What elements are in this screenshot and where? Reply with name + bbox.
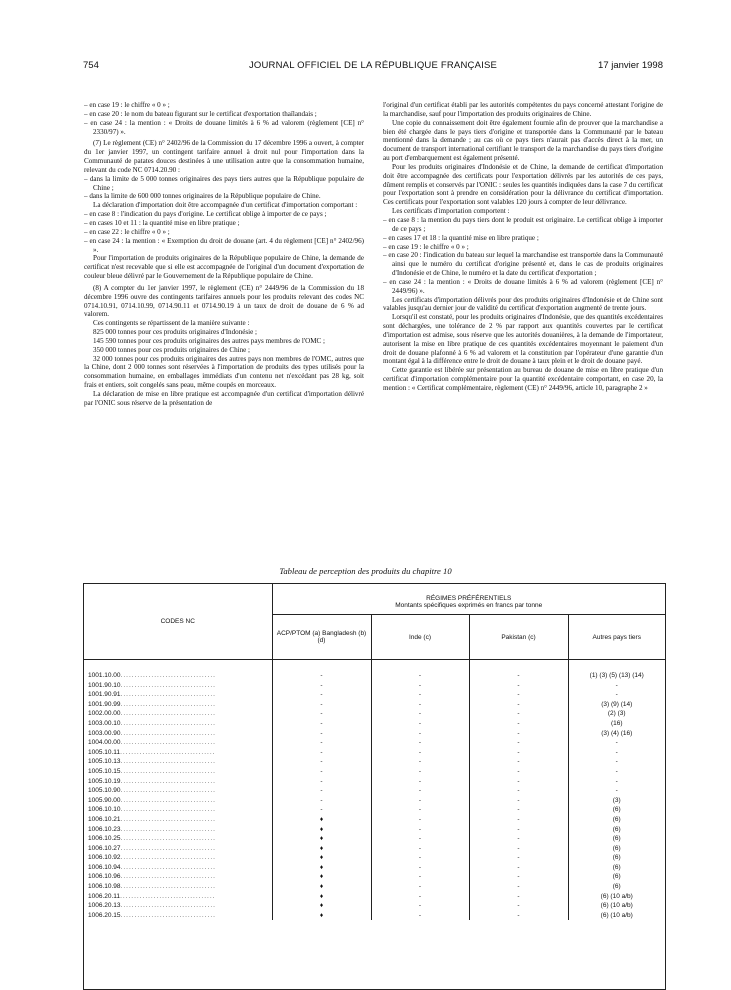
acp-cell: ♦ <box>272 911 371 921</box>
paragraph: – dans la limite de 600 000 tonnes originaires de la République populaire de Chine. <box>84 192 321 201</box>
table-row <box>84 729 665 739</box>
inde-cell: - <box>371 729 469 739</box>
autres-cell: (6) <box>568 882 665 892</box>
acp-cell: - <box>272 738 371 748</box>
code-cell: 1006.10.25 <box>88 835 121 843</box>
leader-dots: .................................. <box>120 739 216 747</box>
code-cell: 1006.10.96 <box>88 873 121 881</box>
table-row <box>84 805 665 815</box>
code-cell: 1001.90.99 <box>88 700 121 708</box>
inde-cell: - <box>371 844 469 854</box>
pakistan-cell: - <box>469 681 568 691</box>
acp-cell: ♦ <box>272 844 371 854</box>
autres-cell: (6) <box>568 872 665 882</box>
pakistan-cell: - <box>469 709 568 719</box>
inde-cell: - <box>371 700 469 710</box>
autres-cell: (3) (4) (16) <box>568 729 665 739</box>
autres-cell: (6) <box>568 863 665 873</box>
leader-dots: .................................. <box>120 710 216 718</box>
code-cell: 1006.20.11 <box>88 892 121 900</box>
pakistan-cell: - <box>469 892 568 902</box>
table-caption: Tableau de perception des produits du chapitre 10 <box>279 566 452 576</box>
issue-date: 17 janvier 1998 <box>598 60 663 71</box>
code-cell: 1006.10.10 <box>88 806 121 814</box>
leader-dots: .................................. <box>120 767 216 775</box>
table-row <box>84 700 665 710</box>
leader-dots: .................................. <box>120 691 216 699</box>
code-cell: 1003.00.10 <box>88 719 121 727</box>
page-number: 754 <box>83 60 99 71</box>
inde-cell: - <box>371 901 469 911</box>
page-header <box>83 60 663 74</box>
paragraph: – dans la limite de 5 000 tonnes originaires des pays tiers autres que la République populaire de Chine ; <box>84 174 364 192</box>
acp-cell: - <box>272 709 371 719</box>
autres-cell: (6) <box>568 825 665 835</box>
autres-cell: (2) (3) <box>568 709 665 719</box>
inde-cell: - <box>371 796 469 806</box>
inde-cell: - <box>371 757 469 767</box>
autres-cell: - <box>568 738 665 748</box>
inde-cell: - <box>371 767 469 777</box>
leader-dots: .................................. <box>120 796 216 804</box>
acp-cell: ♦ <box>272 825 371 835</box>
pakistan-cell: - <box>469 825 568 835</box>
table-row <box>84 719 665 729</box>
table-row <box>84 853 665 863</box>
autres-cell: - <box>568 757 665 767</box>
paragraph: – en case 24 : la mention : « Droits de douane limités à 6 % ad valorem (règlement [CE] n° 2449/96) ». <box>383 277 663 295</box>
leader-dots: .................................. <box>120 892 216 900</box>
acp-cell: - <box>272 786 371 796</box>
code-cell: 1006.10.21 <box>88 815 121 823</box>
leader-dots: .................................. <box>120 787 216 795</box>
paragraph: – en case 24 : la mention : « Exemption du droit de douane (art. 4 du règlement [CE] n° 2402/96) ». <box>84 236 364 254</box>
table-row <box>84 911 665 921</box>
journal-title: JOURNAL OFFICIEL DE LA RÉPUBLIQUE FRANÇAISE <box>248 60 498 71</box>
autres-cell: (3) <box>568 796 665 806</box>
col-header-acp: ACP/PTOM (a) Bangladesh (b) (d) <box>272 615 371 660</box>
paragraph: Cette garantie est libérée sur présentation au bureau de douane de mise en libre pratique d'un certificat d'importation complémentaire pour la quantité excédentaire comportant, en case 20, la mention : « Certificat complémentaire, règlement (CE) n° 2449/96, article 10, paragraphe 2 » <box>383 366 663 392</box>
paragraph: Ces contingents se répartissent de la manière suivante : <box>93 319 250 328</box>
pakistan-cell: - <box>469 671 568 681</box>
acp-cell: ♦ <box>272 815 371 825</box>
pakistan-cell: - <box>469 738 568 748</box>
acp-cell: - <box>272 681 371 691</box>
paragraph: – en case 8 : l'indication du pays d'origine. Le certificat oblige à importer de ce pays ; <box>84 210 327 219</box>
code-cell: 1006.20.15 <box>88 911 121 919</box>
code-cell: 1006.10.98 <box>88 883 121 891</box>
code-cell: 1001.90.10 <box>88 681 121 689</box>
paragraph: – en cases 10 et 11 : la quantité mise en libre pratique ; <box>84 218 240 227</box>
regimes-subtitle: Montants spécifiques exprimés en francs par tonne <box>395 602 543 609</box>
autres-cell: - <box>568 690 665 700</box>
code-cell: 1002.00.00 <box>88 710 121 718</box>
paragraph: Pour l'importation de produits originaires de la République populaire de Chine, la demande de certificat n'est recevable que si elle est accompagnée de l'original d'un document d'exportation de couleur bleue délivré par le Gouvernement de la République populaire de Chine. <box>84 254 364 281</box>
pakistan-cell: - <box>469 690 568 700</box>
paragraph: – en case 20 : l'indication du bateau sur lequel la marchandise est transportée dans la Communauté ainsi que le numéro du certificat d'origine présenté et, dans le cas de produits originaires d'Indonésie et de Chine, le numéro et la date du certificat d'exportation ; <box>383 251 663 278</box>
paragraph: – en case 8 : la mention du pays tiers dont le produit est originaire. Le certificat oblige à importer de ce pays ; <box>383 215 663 233</box>
autres-cell: - <box>568 777 665 787</box>
leader-dots: .................................. <box>120 719 216 727</box>
inde-cell: - <box>371 834 469 844</box>
paragraph: – en case 19 : le chiffre « 0 » ; <box>383 242 469 251</box>
inde-cell: - <box>371 892 469 902</box>
preferential-regimes-header <box>272 584 665 615</box>
pakistan-cell: - <box>469 757 568 767</box>
pakistan-cell: - <box>469 700 568 710</box>
pakistan-cell: - <box>469 796 568 806</box>
pakistan-cell: - <box>469 805 568 815</box>
leader-dots: .................................. <box>120 815 216 823</box>
col-header-pakistan: Pakistan (c) <box>469 615 568 660</box>
autres-cell: (1) (3) (5) (13) (14) <box>568 671 665 681</box>
leader-dots: .................................. <box>120 700 216 708</box>
leader-dots: .................................. <box>120 681 216 689</box>
autres-cell: (6) (10 a/b) <box>568 901 665 911</box>
inde-cell: - <box>371 882 469 892</box>
acp-cell: - <box>272 777 371 787</box>
paragraph: – en case 24 : la mention : « Droits de douane limités à 6 % ad valorem (règlement [CE] n° 2330/97) ». <box>84 118 364 136</box>
autres-cell: (6) <box>568 815 665 825</box>
codes-nc-header: CODES NC <box>84 584 272 660</box>
table-row <box>84 892 665 902</box>
acp-cell: - <box>272 796 371 806</box>
acp-cell: ♦ <box>272 834 371 844</box>
inde-cell: - <box>371 681 469 691</box>
inde-cell: - <box>371 671 469 681</box>
code-cell: 1005.90.00 <box>88 796 121 804</box>
autres-cell: - <box>568 786 665 796</box>
inde-cell: - <box>371 805 469 815</box>
leader-dots: .................................. <box>120 806 216 814</box>
inde-cell: - <box>371 825 469 835</box>
paragraph: 825 000 tonnes pour ces produits originaires d'Indonésie ; <box>93 328 258 337</box>
autres-cell: (16) <box>568 719 665 729</box>
pakistan-cell: - <box>469 834 568 844</box>
table-row <box>84 863 665 873</box>
leader-dots: .................................. <box>120 911 216 919</box>
paragraph: Les certificats d'importation comportent : <box>392 207 510 216</box>
regimes-title: RÉGIMES PRÉFÉRENTIELS <box>426 595 512 602</box>
leader-dots: .................................. <box>120 854 216 862</box>
leader-dots: .................................. <box>120 873 216 881</box>
table-row <box>84 872 665 882</box>
autres-cell: - <box>568 767 665 777</box>
paragraph: – en cases 17 et 18 : la quantité mise en libre pratique ; <box>383 233 539 242</box>
autres-cell: (6) <box>568 853 665 863</box>
acp-cell: ♦ <box>272 901 371 911</box>
code-cell: 1005.10.90 <box>88 787 121 795</box>
pakistan-cell: - <box>469 863 568 873</box>
table-row <box>84 786 665 796</box>
acp-cell: - <box>272 700 371 710</box>
leader-dots: .................................. <box>120 844 216 852</box>
paragraph: Les certificats d'importation délivrés pour des produits originaires d'Indonésie et de Chine sont valables jusqu'au dernier jour de validité du certificat d'exportation augmenté de trente jours. <box>383 295 663 313</box>
leader-dots: .................................. <box>120 863 216 871</box>
paragraph: l'original d'un certificat établi par les autorités compétentes du pays concerné attestant l'origine de la marchandise, sauf pour l'importation des produits originaires de Chine. <box>383 101 663 118</box>
leader-dots: .................................. <box>120 758 216 766</box>
code-cell: 1006.10.92 <box>88 854 121 862</box>
inde-cell: - <box>371 738 469 748</box>
inde-cell: - <box>371 690 469 700</box>
paragraph: – en case 20 : le nom du bateau figurant sur le certificat d'exportation thaïlandais ; <box>84 109 317 118</box>
paragraph: (8) A compter du 1er janvier 1997, le règlement (CE) n° 2449/96 de la Commission du 18 décembre 1996 ouvre des contingents tarifaires annuels pour les produits relevant des codes NC 0714.10.91, 0714.10.99, 0714.90.11 et 0714.90.19 à un taux de droit de douane de 6 % ad valorem. <box>84 283 364 319</box>
acp-cell: - <box>272 671 371 681</box>
pakistan-cell: - <box>469 911 568 921</box>
leader-dots: .................................. <box>120 902 216 910</box>
paragraph: 350 000 tonnes pour ces produits originaires de Chine ; <box>93 345 251 354</box>
leader-dots: .................................. <box>120 883 216 891</box>
pakistan-cell: - <box>469 719 568 729</box>
table-row <box>84 825 665 835</box>
acp-cell: - <box>272 719 371 729</box>
autres-cell: (6) <box>568 805 665 815</box>
leader-dots: .................................. <box>120 825 216 833</box>
col-header-inde: Inde (c) <box>371 615 469 660</box>
inde-cell: - <box>371 815 469 825</box>
pakistan-cell: - <box>469 748 568 758</box>
acp-cell: - <box>272 690 371 700</box>
code-cell: 1001.10.00 <box>88 672 121 679</box>
code-cell: 1005.10.13 <box>88 758 121 766</box>
paragraph: – en case 22 : le chiffre « 0 » ; <box>84 227 170 236</box>
paragraph: Lorsqu'il est constaté, pour les produits originaires d'Indonésie, que des quantités excédentaires sont déchargées, une tolérance de 2 % par rapport aux quantités couvertes par le certificat d'importation est admise, sous réserve que les autorités douanières, à la demande de l'importateur, autorisent la mise en libre pratique de ces quantités excédentaires moyennant le paiement d'un droit de douane plafonné à 6 % ad valorem et la constitution par l'opérateur d'une garantie d'un montant égal à la différence entre le droit de douane à taux plein et le droit de douane payé. <box>383 313 663 366</box>
acp-cell: ♦ <box>272 853 371 863</box>
table-row <box>84 882 665 892</box>
pakistan-cell: - <box>469 901 568 911</box>
pakistan-cell: - <box>469 844 568 854</box>
pakistan-cell: - <box>469 767 568 777</box>
table-row <box>84 844 665 854</box>
table-row <box>84 777 665 787</box>
code-cell: 1006.20.13 <box>88 902 121 910</box>
pakistan-cell: - <box>469 882 568 892</box>
inde-cell: - <box>371 863 469 873</box>
pakistan-cell: - <box>469 729 568 739</box>
paragraph: Une copie du connaissement doit être également fournie afin de prouver que la marchandise a bien été chargée dans le pays tiers d'origine et transportée dans la Communauté par le bateau mentionné dans la demande ; au cas où ce pays tiers n'aurait pas d'accès direct à la mer, un document de transport international certifiant le transport de la marchandise du pays tiers d'origine au port d'embarquement est également présenté. <box>383 118 663 163</box>
autres-cell: (6) <box>568 834 665 844</box>
code-cell: 1004.00.00 <box>88 739 121 747</box>
left-text-column <box>84 101 364 563</box>
table-row <box>84 757 665 767</box>
table-row <box>84 709 665 719</box>
inde-cell: - <box>371 748 469 758</box>
table-row <box>84 767 665 777</box>
table-row <box>84 901 665 911</box>
tariff-table <box>83 583 666 990</box>
acp-cell: ♦ <box>272 863 371 873</box>
acp-cell: - <box>272 805 371 815</box>
acp-cell: - <box>272 729 371 739</box>
leader-dots: .................................. <box>120 777 216 785</box>
code-cell: 1006.10.27 <box>88 844 121 852</box>
inde-cell: - <box>371 709 469 719</box>
table-row <box>84 690 665 700</box>
inde-cell: - <box>371 872 469 882</box>
table-row <box>84 671 665 681</box>
acp-cell: ♦ <box>272 892 371 902</box>
paragraph: La déclaration d'importation doit être accompagnée d'un certificat d'importation comportant : <box>93 201 358 210</box>
acp-cell: - <box>272 748 371 758</box>
table-row <box>84 738 665 748</box>
code-cell: 1006.10.94 <box>88 863 121 871</box>
col-header-autres: Autres pays tiers <box>568 615 665 660</box>
pakistan-cell: - <box>469 853 568 863</box>
table-row <box>84 681 665 691</box>
code-cell: 1005.10.19 <box>88 777 121 785</box>
code-cell: 1001.90.91 <box>88 691 121 699</box>
pakistan-cell: - <box>469 872 568 882</box>
acp-cell: - <box>272 757 371 767</box>
table-row <box>84 815 665 825</box>
acp-cell: ♦ <box>272 872 371 882</box>
leader-dots: .................................. <box>120 672 216 679</box>
paragraph: – en case 19 : le chiffre « 0 » ; <box>84 101 170 109</box>
right-text-column <box>383 101 663 571</box>
autres-cell: (6) (10 a/b) <box>568 892 665 902</box>
acp-cell: - <box>272 767 371 777</box>
code-cell: 1006.10.23 <box>88 825 121 833</box>
paragraph: 145 590 tonnes pour ces produits originaires des autres pays membres de l'OMC ; <box>93 336 325 345</box>
autres-cell: (3) (9) (14) <box>568 700 665 710</box>
pakistan-cell: - <box>469 815 568 825</box>
autres-cell: (6) <box>568 844 665 854</box>
autres-cell: - <box>568 681 665 691</box>
inde-cell: - <box>371 911 469 921</box>
pakistan-cell: - <box>469 786 568 796</box>
code-cell: 1003.00.90 <box>88 729 121 737</box>
paragraph: Pour les produits originaires d'Indonésie et de Chine, la demande de certificat d'importation doit être accompagnée des certificats pour l'exportation délivrés par les autorités de ces pays, dûment remplis et conservés par l'ONIC : seules les quantités indiquées dans la case 7 du certificat pour l'exportation sont à prendre en considération pour la délivrance du certificat d'importation. Ces certificats pour l'exportation sont valables 120 jours à compter de leur délivrance. <box>383 162 663 207</box>
code-cell: 1005.10.15 <box>88 767 121 775</box>
leader-dots: .................................. <box>120 729 216 737</box>
inde-cell: - <box>371 777 469 787</box>
code-cell: 1005.10.11 <box>88 748 121 756</box>
autres-cell: - <box>568 748 665 758</box>
table-row <box>84 796 665 806</box>
leader-dots: .................................. <box>120 835 216 843</box>
inde-cell: - <box>371 853 469 863</box>
paragraph: (7) Le règlement (CE) n° 2402/96 de la Commission du 17 décembre 1996 a ouvert, à compter du 1er janvier 1997, un contingent tarifaire annuel à droit nul pour l'importation dans la Communauté de patates douces destinées à une utilisation autre que la consommation humaine, relevant du code NC 0714.20.90 : <box>84 139 364 174</box>
paragraph: 32 000 tonnes pour ces produits originaires des autres pays non membres de l'OMC, autres que la Chine, dont 2 000 tonnes sont réservées à l'importation de produits des types utilisés pour la consommation humaine, en emballages immédiats d'un contenu net n'excédant pas 28 kg, soit frais et entiers, soit congelés sans peau, même coupés en morceaux. <box>84 354 364 390</box>
table-row <box>84 834 665 844</box>
pakistan-cell: - <box>469 777 568 787</box>
paragraph: La déclaration de mise en libre pratique est accompagnée d'un certificat d'importation délivré par l'ONIC sous réserve de la présentation de <box>84 390 364 407</box>
table-row <box>84 748 665 758</box>
inde-cell: - <box>371 719 469 729</box>
inde-cell: - <box>371 786 469 796</box>
leader-dots: .................................. <box>120 748 216 756</box>
autres-cell: (6) (10 a/b) <box>568 911 665 921</box>
acp-cell: ♦ <box>272 882 371 892</box>
